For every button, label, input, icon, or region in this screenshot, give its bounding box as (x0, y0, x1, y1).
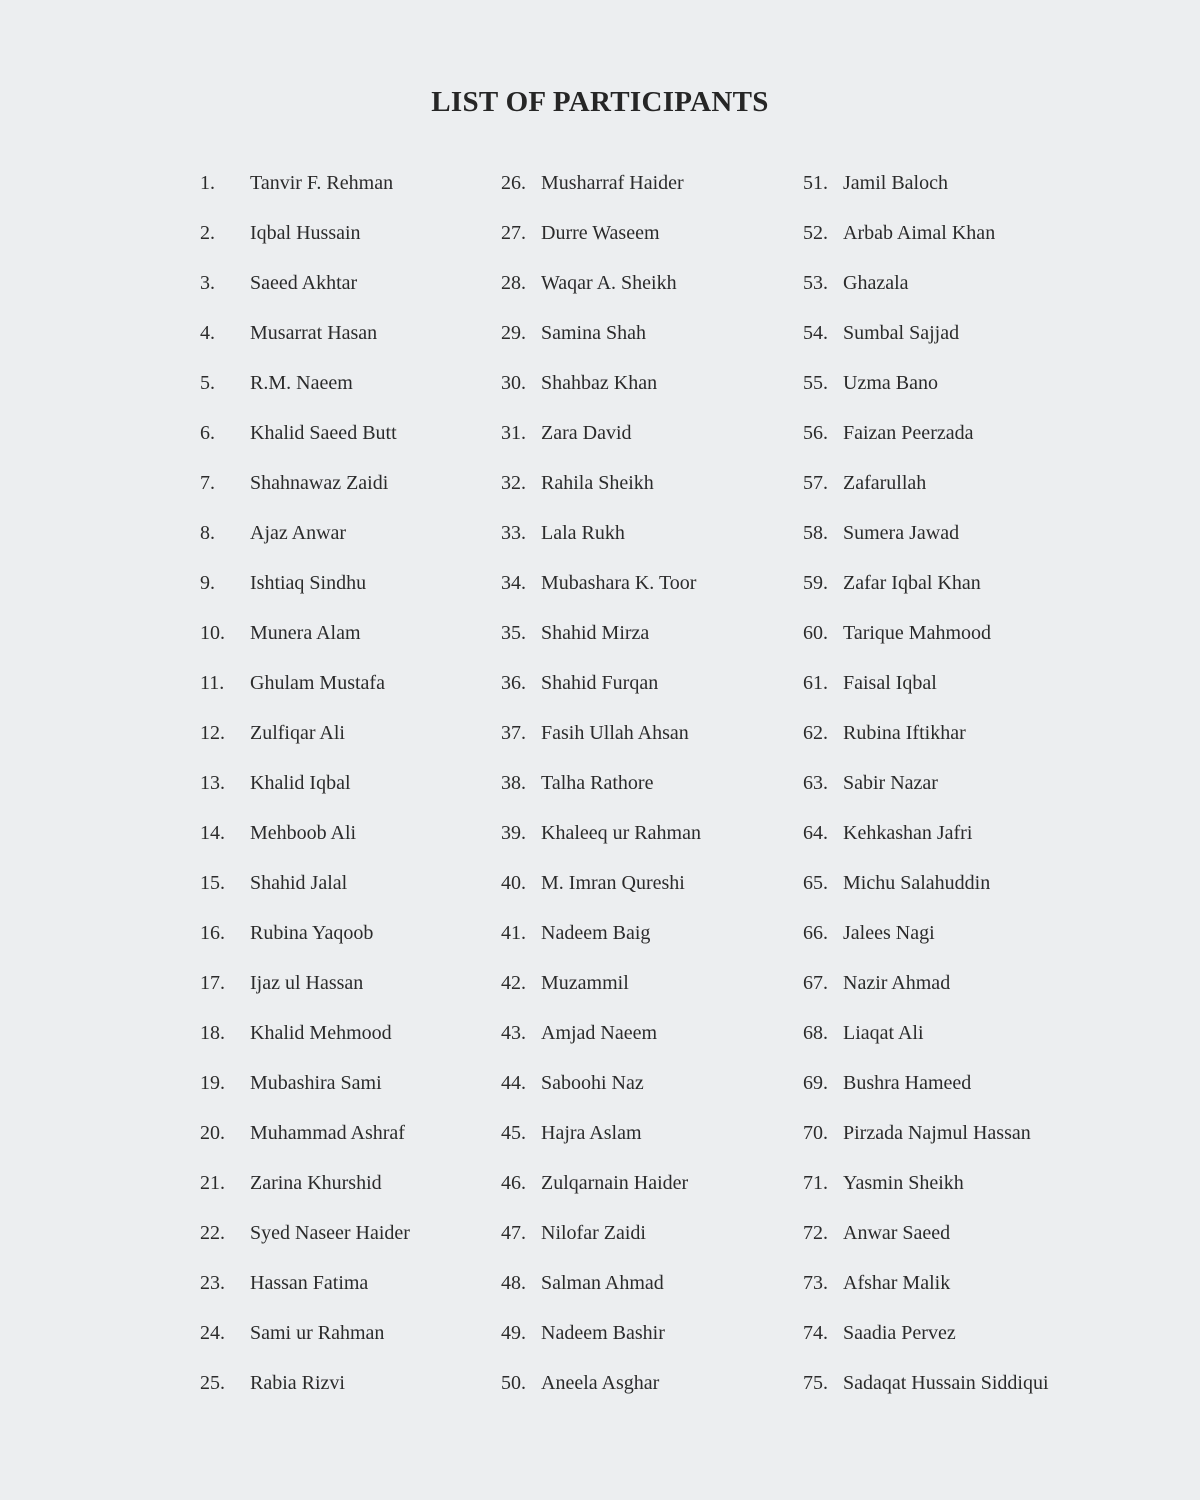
participant-number: 9. (200, 572, 215, 594)
participant-name: Muzammil (541, 972, 629, 994)
participant-item (803, 1218, 1049, 1268)
participant-item (200, 918, 410, 968)
participant-name: Sumera Jawad (843, 522, 960, 544)
participants-column-2 (501, 168, 701, 1418)
participant-number: 74. (803, 1322, 828, 1344)
participant-name: Michu Salahuddin (843, 872, 991, 894)
participant-name: Zulqarnain Haider (541, 1172, 689, 1194)
participant-name: Faizan Peerzada (843, 422, 974, 444)
participant-item (501, 1068, 701, 1118)
participant-number: 29. (501, 322, 526, 344)
participant-number: 28. (501, 272, 526, 294)
participant-number: 18. (200, 1022, 225, 1044)
participant-number: 61. (803, 672, 828, 694)
participant-item (200, 668, 410, 718)
participant-name: R.M. Naeem (250, 372, 353, 394)
participant-item (803, 1018, 1049, 1068)
participant-name: Hajra Aslam (541, 1122, 642, 1144)
participant-number: 62. (803, 722, 828, 744)
participant-name: Khaleeq ur Rahman (541, 822, 701, 844)
participant-item (803, 1268, 1049, 1318)
participant-number: 58. (803, 522, 828, 544)
participant-item (200, 268, 410, 318)
participant-item (803, 918, 1049, 968)
participant-item (501, 1168, 701, 1218)
participant-name: Musharraf Haider (541, 172, 684, 194)
participant-name: Shahbaz Khan (541, 372, 658, 394)
participant-number: 46. (501, 1172, 526, 1194)
participant-name: Aneela Asghar (541, 1372, 660, 1394)
participant-number: 49. (501, 1322, 526, 1344)
participant-item (200, 218, 410, 268)
participant-name: Zafarullah (843, 472, 927, 494)
participant-item (803, 1368, 1049, 1418)
participant-number: 38. (501, 772, 526, 794)
participant-number: 27. (501, 222, 526, 244)
participant-number: 17. (200, 972, 225, 994)
participant-item (200, 1368, 410, 1418)
participant-name: Sami ur Rahman (250, 1322, 385, 1344)
participant-number: 14. (200, 822, 225, 844)
participant-name: Hassan Fatima (250, 1272, 369, 1294)
participant-item (803, 1118, 1049, 1168)
participant-name: Shahid Jalal (250, 872, 348, 894)
participant-item (803, 518, 1049, 568)
participant-name: Saeed Akhtar (250, 272, 358, 294)
participant-name: Kehkashan Jafri (843, 822, 973, 844)
participant-item (501, 818, 701, 868)
participant-name: Khalid Iqbal (250, 772, 351, 794)
participant-name: Khalid Saeed Butt (250, 422, 397, 444)
participant-name: Samina Shah (541, 322, 646, 344)
participant-name: Yasmin Sheikh (843, 1172, 964, 1194)
participant-name: Arbab Aimal Khan (843, 222, 996, 244)
participant-name: Fasih Ullah Ahsan (541, 722, 689, 744)
participant-number: 25. (200, 1372, 225, 1394)
participant-name: Amjad Naeem (541, 1022, 658, 1044)
participant-item (200, 568, 410, 618)
participant-number: 8. (200, 522, 215, 544)
participant-item (200, 418, 410, 468)
participant-name: Durre Waseem (541, 222, 660, 244)
participant-item (501, 268, 701, 318)
participant-name: Afshar Malik (843, 1272, 951, 1294)
participant-number: 53. (803, 272, 828, 294)
participant-name: Shahnawaz Zaidi (250, 472, 389, 494)
participant-name: Ajaz Anwar (250, 522, 347, 544)
participant-number: 3. (200, 272, 215, 294)
participant-item (803, 618, 1049, 668)
participant-number: 21. (200, 1172, 225, 1194)
participant-item (501, 718, 701, 768)
participant-name: Sumbal Sajjad (843, 322, 960, 344)
participant-item (200, 1318, 410, 1368)
participant-item (501, 318, 701, 368)
participant-item (803, 718, 1049, 768)
participant-item (803, 468, 1049, 518)
participant-number: 75. (803, 1372, 828, 1394)
participant-number: 35. (501, 622, 526, 644)
participant-number: 6. (200, 422, 215, 444)
participant-name: Lala Rukh (541, 522, 625, 544)
participant-number: 52. (803, 222, 828, 244)
participant-name: Rubina Yaqoob (250, 922, 374, 944)
participant-item (501, 168, 701, 218)
participant-number: 24. (200, 1322, 225, 1344)
participants-column-1 (200, 168, 410, 1418)
participant-number: 32. (501, 472, 526, 494)
participant-name: Anwar Saeed (843, 1222, 951, 1244)
participant-name: Shahid Furqan (541, 672, 659, 694)
participant-name: Ghazala (843, 272, 909, 294)
participant-number: 39. (501, 822, 526, 844)
participant-item (501, 668, 701, 718)
participant-number: 48. (501, 1272, 526, 1294)
participant-item (803, 1168, 1049, 1218)
participant-item (200, 618, 410, 668)
participant-item (501, 618, 701, 668)
participant-number: 60. (803, 622, 828, 644)
participant-item (200, 468, 410, 518)
participant-number: 31. (501, 422, 526, 444)
participant-item (803, 318, 1049, 368)
participant-number: 13. (200, 772, 225, 794)
participant-name: Jamil Baloch (843, 172, 948, 194)
participant-number: 5. (200, 372, 215, 394)
participant-item (501, 918, 701, 968)
participant-item (803, 1068, 1049, 1118)
participant-name: Nadeem Bashir (541, 1322, 665, 1344)
participant-item (803, 268, 1049, 318)
participant-number: 73. (803, 1272, 828, 1294)
participant-name: Mehboob Ali (250, 822, 357, 844)
participant-item (501, 1218, 701, 1268)
participant-item (803, 1318, 1049, 1368)
participant-name: Nazir Ahmad (843, 972, 951, 994)
participant-item (200, 1218, 410, 1268)
participant-name: Tanvir F. Rehman (250, 172, 394, 194)
participant-name: Mubashira Sami (250, 1072, 382, 1094)
participant-name: Munera Alam (250, 622, 361, 644)
participant-number: 20. (200, 1122, 225, 1144)
participant-name: Ijaz ul Hassan (250, 972, 364, 994)
participant-item (803, 868, 1049, 918)
participant-number: 50. (501, 1372, 526, 1394)
participant-number: 42. (501, 972, 526, 994)
participant-item (200, 818, 410, 868)
participant-item (200, 1018, 410, 1068)
participant-number: 4. (200, 322, 215, 344)
participant-name: Rabia Rizvi (250, 1372, 345, 1394)
participants-column-3 (803, 168, 1049, 1418)
participant-number: 1. (200, 172, 215, 194)
participant-name: Ishtiaq Sindhu (250, 572, 367, 594)
participant-number: 70. (803, 1122, 828, 1144)
participant-item (501, 368, 701, 418)
participant-number: 7. (200, 472, 215, 494)
participant-number: 54. (803, 322, 828, 344)
participant-number: 41. (501, 922, 526, 944)
participant-name: Faisal Iqbal (843, 672, 937, 694)
participant-number: 65. (803, 872, 828, 894)
participant-number: 57. (803, 472, 828, 494)
participant-number: 66. (803, 922, 828, 944)
participant-item (803, 218, 1049, 268)
participant-number: 68. (803, 1022, 828, 1044)
participant-item (200, 718, 410, 768)
participant-item (501, 968, 701, 1018)
participant-name: Khalid Mehmood (250, 1022, 392, 1044)
participant-name: Saadia Pervez (843, 1322, 956, 1344)
participant-number: 72. (803, 1222, 828, 1244)
participant-name: Rahila Sheikh (541, 472, 654, 494)
participant-item (501, 1268, 701, 1318)
participant-name: Syed Naseer Haider (250, 1222, 410, 1244)
participant-name: Zulfiqar Ali (250, 722, 345, 744)
participant-item (501, 518, 701, 568)
participant-item (501, 218, 701, 268)
participant-number: 59. (803, 572, 828, 594)
participant-item (200, 168, 410, 218)
participant-number: 71. (803, 1172, 828, 1194)
participant-number: 12. (200, 722, 225, 744)
participant-name: Zara David (541, 422, 632, 444)
participant-name: Iqbal Hussain (250, 222, 361, 244)
participant-number: 10. (200, 622, 225, 644)
participant-item (200, 968, 410, 1018)
participant-item (501, 568, 701, 618)
participant-item (501, 1018, 701, 1068)
participant-number: 55. (803, 372, 828, 394)
participant-item (200, 518, 410, 568)
participant-number: 30. (501, 372, 526, 394)
participant-number: 23. (200, 1272, 225, 1294)
participant-item (200, 1268, 410, 1318)
participant-number: 36. (501, 672, 526, 694)
participant-number: 34. (501, 572, 526, 594)
participant-number: 51. (803, 172, 828, 194)
participant-name: Rubina Iftikhar (843, 722, 966, 744)
participant-number: 44. (501, 1072, 526, 1094)
participant-name: Zarina Khurshid (250, 1172, 382, 1194)
participant-name: Saboohi Naz (541, 1072, 644, 1094)
participant-item (200, 318, 410, 368)
participant-number: 16. (200, 922, 225, 944)
participant-name: Mubashara K. Toor (541, 572, 697, 594)
participant-number: 56. (803, 422, 828, 444)
participant-item (501, 1118, 701, 1168)
participant-name: Nadeem Baig (541, 922, 651, 944)
participant-name: Muhammad Ashraf (250, 1122, 405, 1144)
participant-number: 26. (501, 172, 526, 194)
participant-number: 69. (803, 1072, 828, 1094)
participant-number: 43. (501, 1022, 526, 1044)
participant-name: Uzma Bano (843, 372, 938, 394)
participant-name: Pirzada Najmul Hassan (843, 1122, 1031, 1144)
participant-name: Jalees Nagi (843, 922, 935, 944)
participant-item (803, 818, 1049, 868)
participant-item (803, 418, 1049, 468)
participant-number: 22. (200, 1222, 225, 1244)
participant-number: 47. (501, 1222, 526, 1244)
participant-item (200, 1068, 410, 1118)
participant-item (803, 968, 1049, 1018)
participant-name: Liaqat Ali (843, 1022, 924, 1044)
participant-name: Salman Ahmad (541, 1272, 664, 1294)
participant-number: 67. (803, 972, 828, 994)
page-title: LIST OF PARTICIPANTS (431, 86, 769, 118)
participant-item (501, 868, 701, 918)
participant-name: Bushra Hameed (843, 1072, 972, 1094)
participant-item (501, 1318, 701, 1368)
participant-name: Ghulam Mustafa (250, 672, 385, 694)
participant-name: Sabir Nazar (843, 772, 938, 794)
participant-number: 2. (200, 222, 215, 244)
participant-item (803, 668, 1049, 718)
participant-item (501, 468, 701, 518)
participant-item (501, 1368, 701, 1418)
participant-item (200, 868, 410, 918)
participant-number: 45. (501, 1122, 526, 1144)
participant-item (803, 568, 1049, 618)
participant-name: M. Imran Qureshi (541, 872, 685, 894)
participant-item (501, 768, 701, 818)
participant-number: 33. (501, 522, 526, 544)
participant-item (803, 168, 1049, 218)
participant-name: Nilofar Zaidi (541, 1222, 646, 1244)
participant-name: Tarique Mahmood (843, 622, 992, 644)
participant-item (803, 368, 1049, 418)
participant-name: Zafar Iqbal Khan (843, 572, 981, 594)
participant-name: Waqar A. Sheikh (541, 272, 677, 294)
participant-number: 37. (501, 722, 526, 744)
participant-item (200, 768, 410, 818)
participant-number: 15. (200, 872, 225, 894)
participant-number: 11. (200, 672, 225, 694)
participant-item (501, 418, 701, 468)
participant-name: Shahid Mirza (541, 622, 650, 644)
participant-number: 19. (200, 1072, 225, 1094)
participant-name: Talha Rathore (541, 772, 654, 794)
participant-name: Musarrat Hasan (250, 322, 378, 344)
participant-item (803, 768, 1049, 818)
participant-number: 40. (501, 872, 526, 894)
participant-item (200, 1118, 410, 1168)
participant-number: 64. (803, 822, 828, 844)
participant-item (200, 368, 410, 418)
participant-name: Sadaqat Hussain Siddiqui (843, 1372, 1049, 1394)
participant-item (200, 1168, 410, 1218)
participant-number: 63. (803, 772, 828, 794)
